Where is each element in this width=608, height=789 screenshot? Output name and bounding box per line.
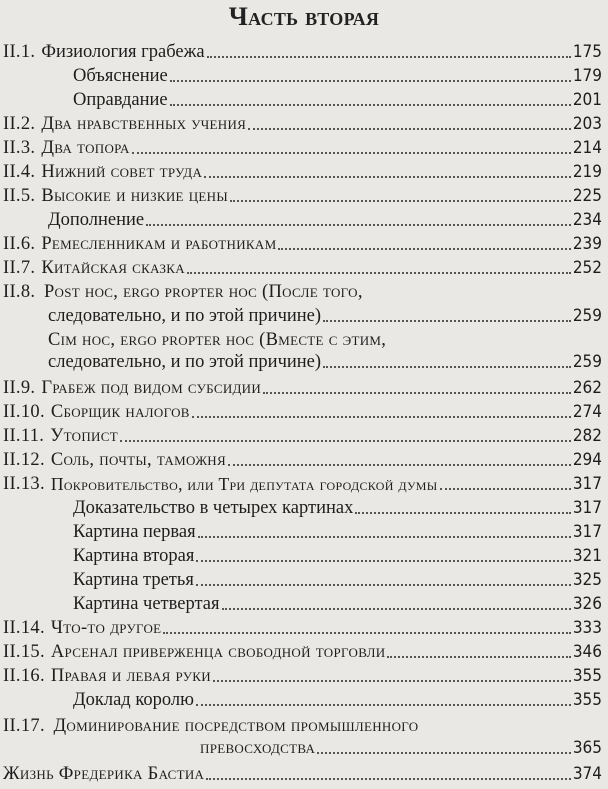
dot-leader	[146, 224, 571, 226]
toc-entry	[0, 230, 604, 254]
dot-leader	[222, 608, 571, 610]
entry-title: Что-то другое	[50, 618, 162, 638]
page-number: 365	[572, 738, 602, 758]
toc-entry	[0, 158, 604, 182]
entry-title: Физиология грабежа	[41, 42, 205, 62]
toc-entry	[0, 662, 604, 686]
dot-leader	[196, 584, 571, 586]
toc-entry	[0, 638, 604, 662]
toc-entry	[0, 110, 604, 134]
page-number: 294	[572, 450, 602, 470]
entry-title-line1: Cim hoc, ergo propter hoc (Вместе с этим,	[48, 330, 387, 350]
entry-title-line1: Доминирование посредством промышленного	[53, 716, 419, 736]
dot-leader	[163, 632, 570, 634]
dot-leader	[132, 152, 571, 154]
toc-entry	[0, 302, 604, 326]
page-number: 175	[572, 42, 602, 62]
entry-number: II.1.	[3, 42, 36, 62]
entry-number: II.8.	[3, 282, 36, 302]
dot-leader	[196, 560, 570, 562]
page-number: 219	[572, 162, 602, 182]
page-number: 259	[572, 306, 602, 326]
toc-entry-first-line	[48, 330, 386, 350]
dot-leader	[120, 440, 571, 442]
entry-number: II.15.	[3, 642, 45, 662]
toc-entry	[0, 348, 604, 372]
dot-leader	[228, 464, 571, 466]
entry-title: Правая и левая руки	[50, 666, 211, 686]
dot-leader	[187, 272, 571, 274]
page-number: 239	[572, 234, 602, 254]
page-number: 179	[572, 66, 602, 86]
dot-leader	[213, 680, 571, 682]
toc-entry	[0, 374, 604, 398]
entry-number: II.13.	[3, 474, 45, 494]
entry-title: Объяснение	[73, 66, 168, 86]
dot-leader	[317, 752, 571, 754]
page-number: 282	[572, 426, 602, 446]
entry-title: Нижний совет труда	[41, 162, 203, 182]
page-number: 274	[572, 402, 602, 422]
entry-number: II.9.	[3, 378, 36, 398]
entry-number: II.5.	[3, 186, 36, 206]
toc-entry-first-line	[3, 716, 418, 736]
entry-title: Грабеж под видом субсидии	[41, 378, 262, 398]
entry-number: II.14.	[3, 618, 45, 638]
toc-entry	[0, 422, 604, 446]
toc-entry	[0, 686, 604, 710]
toc-entry	[0, 542, 604, 566]
entry-title: Картина первая	[73, 522, 196, 542]
entry-number: II.17.	[3, 716, 45, 736]
dot-leader	[323, 366, 571, 368]
page-number: 214	[572, 138, 602, 158]
toc-entry	[0, 38, 604, 62]
entry-title: Два топора	[41, 138, 130, 158]
toc-entry	[0, 590, 604, 614]
dot-leader	[355, 512, 570, 514]
page-title: Часть вторая	[228, 2, 380, 31]
entry-title: Высокие и низкие цены	[41, 186, 228, 206]
entry-title: Утопист	[50, 426, 118, 446]
dot-leader	[323, 320, 571, 322]
entry-title: Покровительство, или Три депутата городской думы	[50, 474, 438, 494]
entry-number: II.11.	[3, 426, 45, 446]
page-number: 317	[572, 498, 602, 518]
entry-number: II.3.	[3, 138, 36, 158]
page-number: 321	[572, 546, 602, 566]
entry-title: Арсенал приверженца свободной торговли	[50, 642, 386, 662]
toc-entry	[0, 518, 604, 542]
toc-entry	[0, 470, 604, 494]
dot-leader	[196, 704, 571, 706]
page-number: 201	[572, 90, 602, 110]
toc-entry	[0, 494, 604, 518]
page-number: 326	[572, 594, 602, 614]
dot-leader	[248, 128, 571, 130]
toc-entry	[0, 134, 604, 158]
page-number: 333	[572, 618, 602, 638]
entry-number: II.12.	[3, 450, 45, 470]
toc-entry	[0, 446, 604, 470]
entry-title: Ремесленникам и работникам	[41, 234, 277, 254]
dot-leader	[440, 488, 571, 490]
dot-leader	[198, 536, 571, 538]
entry-number: II.10.	[3, 402, 45, 422]
entry-title: Дополнение	[48, 210, 145, 230]
entry-number: II.7.	[3, 258, 36, 278]
toc-entry	[0, 734, 604, 758]
toc-entry	[0, 614, 604, 638]
toc-entry	[0, 86, 604, 110]
toc-entry	[0, 206, 604, 230]
toc-entry	[0, 760, 604, 784]
entry-title: Доказательство в четырех картинах	[73, 498, 354, 518]
page-number: 203	[572, 114, 602, 134]
dot-leader	[192, 416, 571, 418]
toc-entry	[0, 254, 604, 278]
dot-leader	[387, 656, 570, 658]
entry-title: превосходства	[200, 738, 316, 758]
entry-title: Оправдание	[73, 90, 168, 110]
page-number: 355	[572, 666, 602, 686]
toc-entry	[0, 398, 604, 422]
entry-title: следовательно, и по этой причине)	[48, 352, 322, 372]
entry-number: II.16.	[3, 666, 45, 686]
page-number: 325	[572, 570, 602, 590]
dot-leader	[206, 778, 571, 780]
page-number: 259	[572, 352, 602, 372]
page-number: 234	[572, 210, 602, 230]
entry-title: Картина третья	[73, 570, 194, 590]
entry-title: Китайская сказка	[41, 258, 185, 278]
toc-entry-first-line	[3, 282, 363, 302]
dot-leader	[204, 176, 571, 178]
page-number: 225	[572, 186, 602, 206]
page-number: 317	[572, 474, 602, 494]
toc-entry	[0, 566, 604, 590]
dot-leader	[263, 392, 571, 394]
dot-leader	[170, 104, 571, 106]
entry-title: Сборщик налогов	[50, 402, 190, 422]
entry-title: Жизнь Фредерика Бастиа	[3, 764, 205, 784]
entry-title: Соль, почты, таможня	[50, 450, 226, 470]
page-number: 355	[572, 690, 602, 710]
entry-title-line1: Post hoc, ergo propter hoc (После того,	[43, 282, 363, 302]
entry-title: следовательно, и по этой причине)	[48, 306, 322, 326]
dot-leader	[170, 80, 571, 82]
entry-title: Доклад королю	[73, 690, 194, 710]
entry-title: Два нравственных учения	[41, 114, 247, 134]
entry-number: II.4.	[3, 162, 36, 182]
page-number: 346	[572, 642, 602, 662]
dot-leader	[278, 248, 570, 250]
entry-number: II.2.	[3, 114, 36, 134]
page-number: 374	[572, 764, 602, 784]
page-number: 317	[572, 522, 602, 542]
dot-leader	[207, 56, 571, 58]
entry-title: Картина четвертая	[73, 594, 220, 614]
entry-number: II.6.	[3, 234, 36, 254]
toc-entry	[0, 62, 604, 86]
toc-entry	[0, 182, 604, 206]
page-number: 262	[572, 378, 602, 398]
entry-title: Картина вторая	[73, 546, 195, 566]
dot-leader	[230, 200, 571, 202]
page-number: 252	[572, 258, 602, 278]
